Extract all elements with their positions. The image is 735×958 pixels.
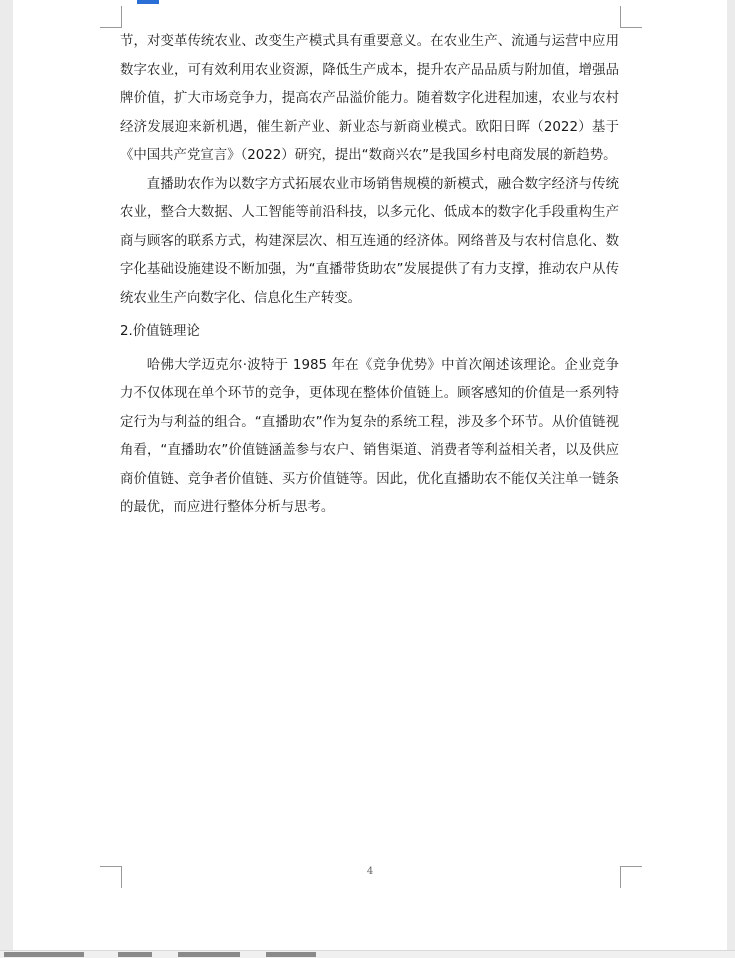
- status-item[interactable]: [266, 952, 316, 957]
- status-item[interactable]: [178, 952, 240, 957]
- crop-mark-top-left: [100, 6, 122, 28]
- paragraph-continuation[interactable]: 节，对变革传统农业、改变生产模式具有重要意义。在农业生产、流通与运营中应用数字农业，可有效利用农业资源，降低生产成本，提升农产品品质与附加值，增强品牌价值，扩大市场竞争力，提高农产品溢价能力。随着数字化进程加速，农业与农村经济发展迎来新机遇，催生新产业、新业态与新商业模式。欧阳日晖（2022）基于《中国共产党宣言》（2022）研究，提出“数商兴农”是我国乡村电商发展的新趋势。: [120, 34, 619, 163]
- document-body[interactable]: [120, 28, 619, 523]
- paragraph-livestream-agriculture[interactable]: 直播助农作为以数字方式拓展农业市场销售规模的新模式，融合数字经济与传统农业，整合大数据、人工智能等前沿科技，以多元化、低成本的数字化手段重构生产商与顾客的联系方式，构建深层次、相互连通的经济体。网络普及与农村信息化、数字化基础设施建设不断加强，为“直播带货助农”发展提供了有力支撑，推动农户从传统农业生产向数字化、信息化生产转变。: [120, 176, 619, 306]
- crop-mark-top-right: [620, 6, 642, 28]
- paragraph-value-chain-theory[interactable]: 哈佛大学迈克尔·波特于 1985 年在《竞争优势》中首次阐述该理论。企业竞争力不仅体现在单个环节的竞争，更体现在整体价值链上。顾客感知的价值是一系列特定行为与利益的组合。“直播助农”作为复杂的系统工程，涉及多个环节。从价值链视角看，“直播助农”价值链涵盖参与农户、销售渠道、消费者等利益相关者，以及供应商价值链、竞争者价值链、买方价值链等。因此，优化直播助农不能仅关注单一链条的最优，而应进行整体分析与思考。: [120, 357, 619, 515]
- section-heading-value-chain[interactable]: 2.价值链理论: [120, 324, 200, 339]
- crop-mark-bottom-left: [100, 866, 122, 888]
- crop-mark-bottom-right: [620, 866, 642, 888]
- ruler-marker: [137, 0, 159, 4]
- page-number: 4: [366, 866, 374, 877]
- status-item[interactable]: [4, 952, 84, 957]
- status-item[interactable]: [118, 952, 152, 957]
